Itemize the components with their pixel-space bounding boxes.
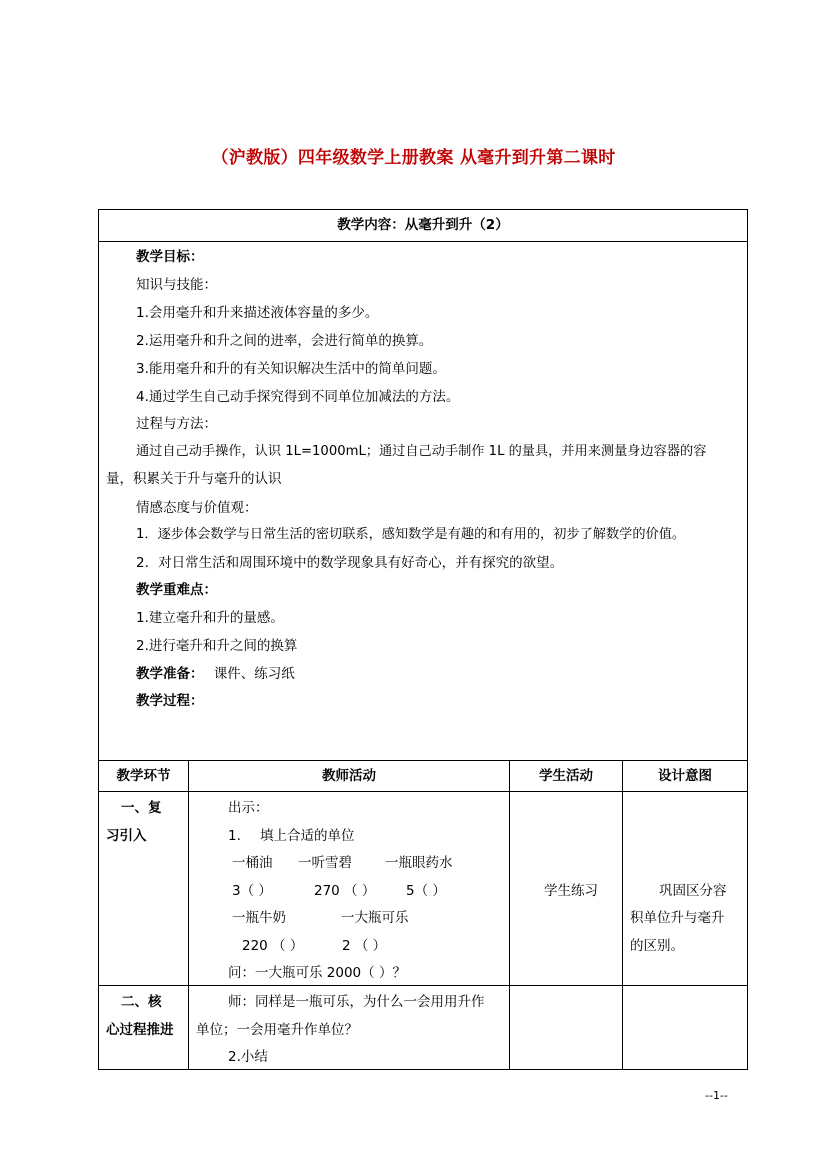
document-title: （沪教版）四年级数学上册教案 从毫升到升第二课时	[211, 148, 616, 168]
row1-item-milk: 一瓶牛奶	[232, 910, 286, 926]
process-method-heading: 过程与方法：	[136, 416, 217, 432]
row1-blank-sprite: 270 （ ）	[314, 883, 376, 899]
attitude-item-2: 2．对日常生活和周围环境中的数学现象具有好奇心，并有探究的欲望。	[136, 555, 564, 571]
knowledge-item-1: 1.会用毫升和升来描述液体容量的多少。	[136, 305, 379, 321]
row1-blank-cola: 2 （ ）	[342, 938, 387, 954]
row1-item-cola: 一大瓶可乐	[341, 910, 409, 926]
rule-columns-top	[99, 760, 747, 761]
page-number: --1--	[705, 1089, 728, 1102]
row1-design-line2: 积单位升与毫升	[630, 910, 725, 926]
teaching-prep	[136, 664, 295, 684]
row2-teacher-line3: 2.小结	[228, 1049, 268, 1065]
rule-columns-bottom	[99, 791, 747, 792]
process-method-text-line2: 量，积累关于升与毫升的认识	[106, 471, 282, 487]
row1-item-sprite: 一听雪碧	[298, 855, 352, 871]
teaching-prep-heading: 教学准备：	[136, 666, 204, 682]
row1-stage-line2: 习引入	[106, 828, 147, 844]
teaching-prep-text: 课件、练习纸	[213, 666, 295, 682]
row1-question: 问：一大瓶可乐 2000（ ）？	[228, 965, 406, 981]
row1-student-activity: 学生练习	[544, 883, 598, 899]
lesson-content-header: 教学内容：从毫升到升（2）	[337, 217, 509, 233]
attitude-heading: 情感态度与价值观：	[136, 500, 258, 516]
row1-teacher-item-text: 填上合适的单位	[260, 828, 355, 844]
attitude-item-1: 1．逐步体会数学与日常生活的密切联系，感知数学是有趣的和有用的，初步了解数学的价值。	[136, 527, 686, 542]
knowledge-heading: 知识与技能：	[136, 277, 217, 293]
rule-col1	[188, 760, 189, 1070]
column-header-design: 设计意图	[658, 768, 712, 784]
row1-blank-oil: 3（ ）	[232, 883, 272, 899]
key-point-1: 1.建立毫升和升的量感。	[136, 610, 284, 626]
column-header-stage: 教学环节	[116, 768, 171, 784]
row2-stage-line2: 心过程推进	[106, 1022, 174, 1038]
lesson-table	[98, 209, 748, 1070]
row1-item-eyedrops: 一瓶眼药水	[385, 855, 453, 871]
row1-item-oil: 一桶油	[232, 855, 273, 871]
row1-design-line3: 的区别。	[630, 938, 684, 954]
row1-blank-eyedrops: 5（ ）	[406, 883, 446, 899]
rule-col2	[509, 760, 510, 1070]
objectives-heading: 教学目标：	[136, 249, 204, 265]
knowledge-item-2: 2.运用毫升和升之间的进率，会进行简单的换算。	[136, 333, 433, 349]
knowledge-item-3: 3.能用毫升和升的有关知识解决生活中的简单问题。	[136, 361, 446, 377]
row1-teacher-item-number: 1.	[228, 828, 241, 844]
row1-teacher-show: 出示：	[228, 800, 269, 816]
key-points-heading: 教学重难点：	[136, 582, 217, 598]
knowledge-item-4: 4.通过学生自己动手探究得到不同单位加减法的方法。	[136, 389, 460, 405]
column-header-student: 学生活动	[539, 768, 593, 784]
row1-stage-line1: 一、复	[121, 800, 162, 816]
key-point-2: 2.进行毫升和升之间的换算	[136, 638, 298, 654]
rule-col3	[622, 760, 623, 1070]
row2-stage-line1: 二、核	[121, 994, 162, 1010]
column-header-teacher: 教师活动	[322, 768, 376, 784]
process-method-text-line1: 通过自己动手操作，认识 1L=1000mL；通过自己动手制作 1L 的量具，并用来测量身边容器的容	[136, 444, 707, 459]
row2-teacher-line1: 师：同样是一瓶可乐，为什么一会用用升作	[228, 994, 485, 1010]
row1-design-line1: 巩固区分容	[659, 883, 727, 899]
teaching-process-heading: 教学过程：	[136, 693, 204, 709]
row2-teacher-line2: 单位；一会用毫升作单位？	[196, 1022, 358, 1038]
row1-blank-milk: 220 （ ）	[242, 938, 304, 954]
rule-header	[99, 241, 747, 242]
rule-row1-bottom	[99, 985, 747, 986]
